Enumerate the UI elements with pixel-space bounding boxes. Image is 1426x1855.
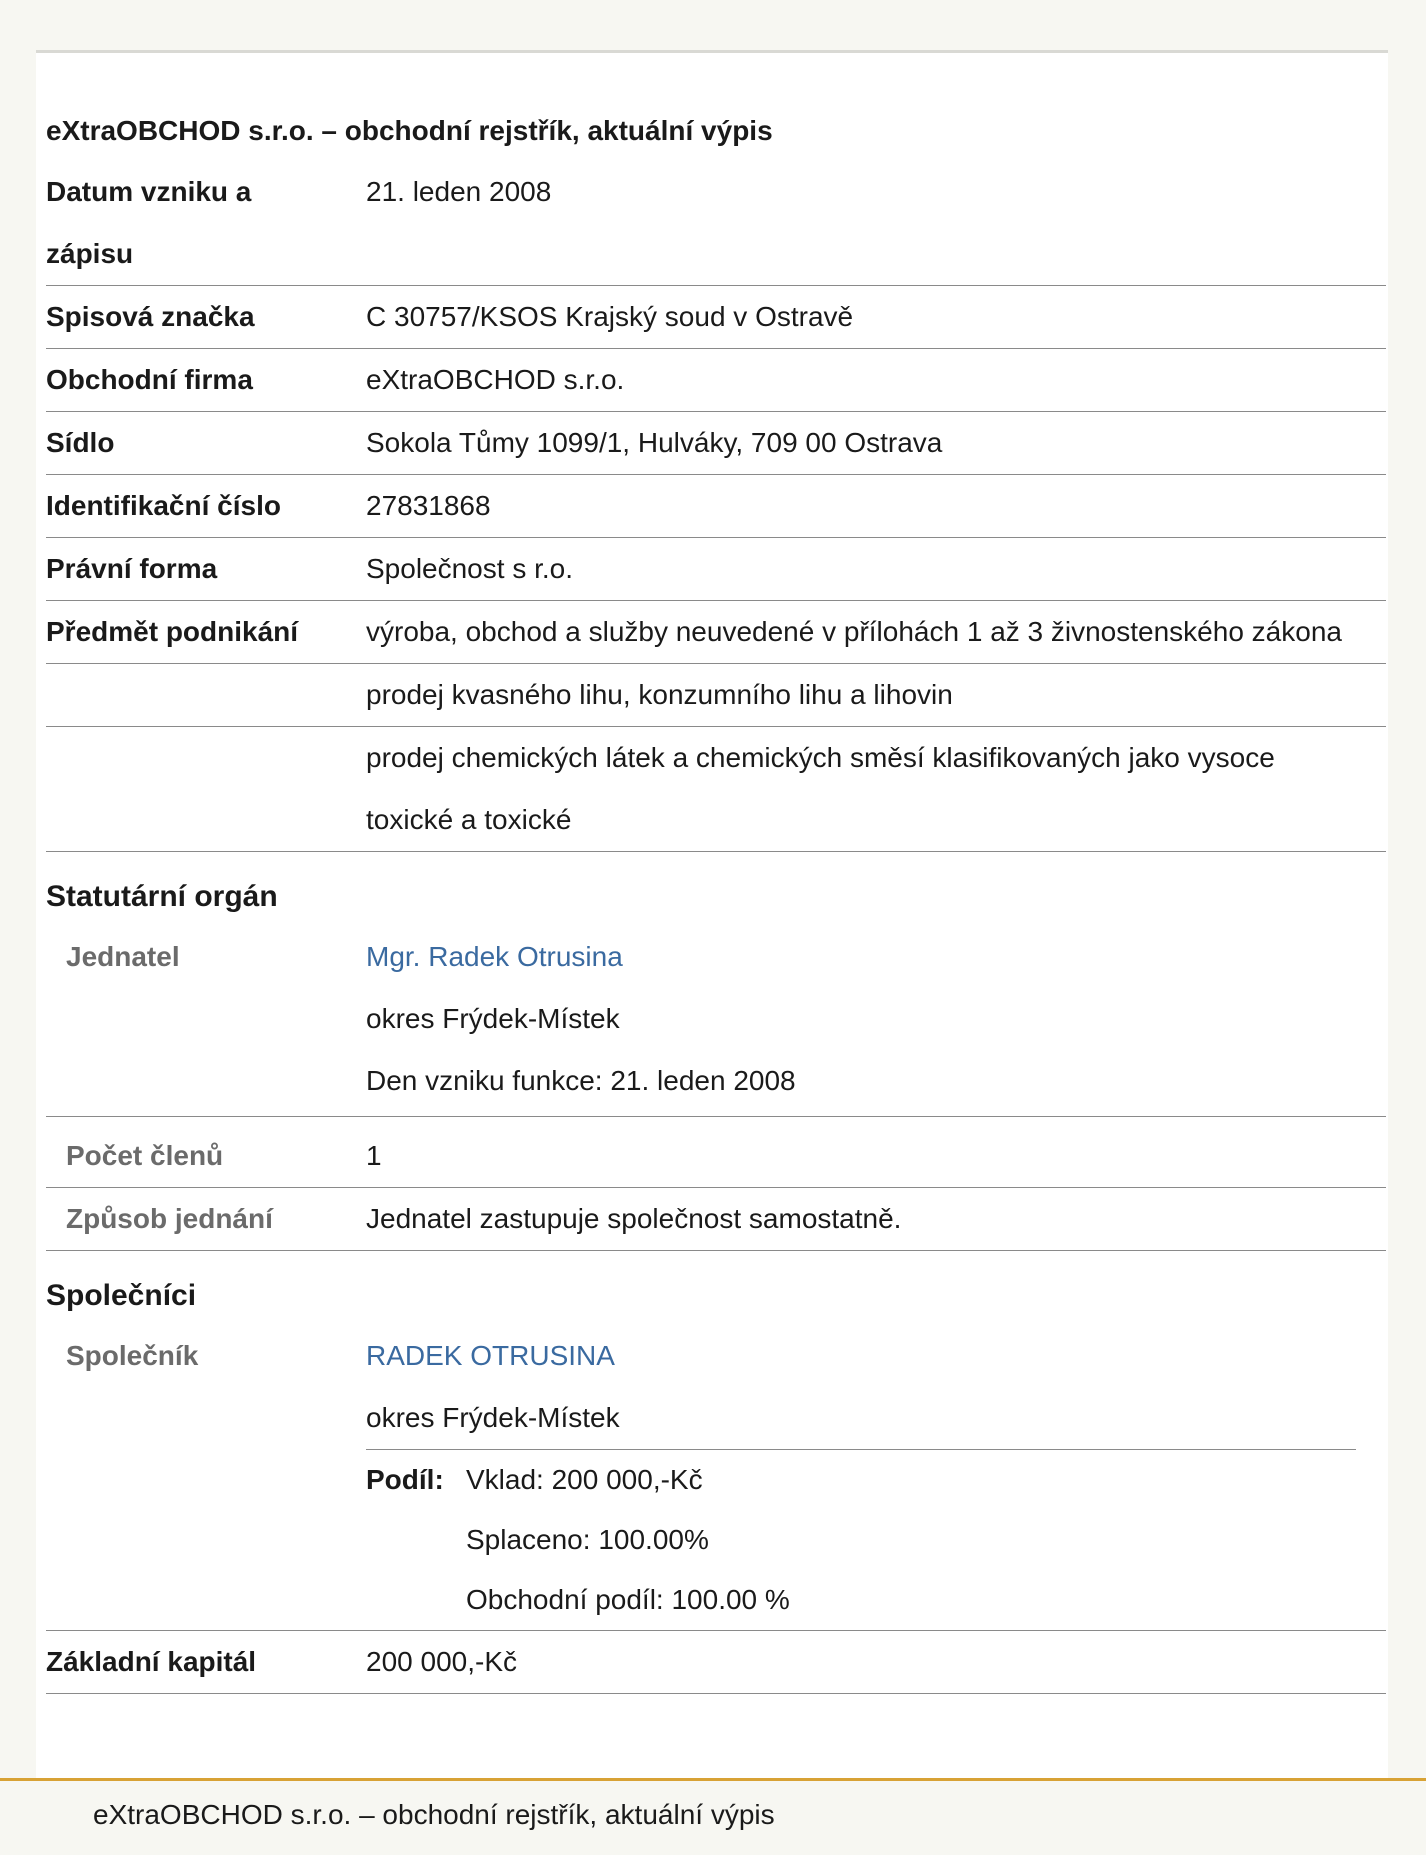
value-ico: 27831868 bbox=[366, 490, 491, 521]
row-predmet-2 bbox=[46, 664, 1386, 727]
podil-label: Podíl: bbox=[366, 1464, 444, 1495]
row-predmet-3 bbox=[46, 727, 1386, 852]
value-datum-vzniku: 21. leden 2008 bbox=[366, 176, 552, 207]
podil-values bbox=[466, 1450, 1356, 1630]
value-obchodni-firma: eXtraOBCHOD s.r.o. bbox=[366, 364, 625, 395]
jednatel-den-vzniku: Den vzniku funkce: 21. leden 2008 bbox=[366, 1065, 796, 1096]
row-spisova-znacka bbox=[46, 286, 1386, 349]
jednatel-okres: okres Frýdek-Místek bbox=[366, 1003, 620, 1034]
label-spolecnik: Společník bbox=[66, 1340, 199, 1371]
row-zakladni-kapital bbox=[46, 1631, 1386, 1694]
row-pravni-forma bbox=[46, 538, 1386, 601]
value-spisova-znacka: C 30757/KSOS Krajský soud v Ostravě bbox=[366, 301, 854, 332]
section-statutarni-organ: Statutární orgán bbox=[46, 880, 278, 913]
jednatel-name-link[interactable]: Mgr. Radek Otrusina bbox=[366, 941, 623, 972]
value-jednatel bbox=[366, 926, 1386, 1116]
value-pocet-clenu: 1 bbox=[366, 1140, 382, 1171]
spolecnik-okres: okres Frýdek-Místek bbox=[366, 1402, 620, 1433]
value-predmet-1: výroba, obchod a služby neuvedené v přílohách 1 až 3 živnostenského zákona bbox=[366, 616, 1342, 647]
label-sidlo: Sídlo bbox=[46, 427, 115, 458]
value-zpusob-jednani: Jednatel zastupuje společnost samostatně. bbox=[366, 1203, 902, 1234]
label-zpusob-jednani: Způsob jednání bbox=[66, 1203, 273, 1234]
row-obchodni-firma bbox=[46, 349, 1386, 412]
label-ico: Identifikační číslo bbox=[46, 490, 281, 521]
label-spisova-znacka: Spisová značka bbox=[46, 301, 255, 332]
podil-splaceno: Splaceno: 100.00% bbox=[466, 1524, 709, 1555]
spacer bbox=[46, 1117, 1386, 1125]
label-text: Datum vzniku a zápisu bbox=[46, 176, 252, 269]
label-pocet-clenu: Počet členů bbox=[66, 1140, 224, 1171]
row-sidlo bbox=[46, 412, 1386, 475]
spolecnik-podil bbox=[366, 1449, 1356, 1630]
row-spolecnik bbox=[46, 1325, 1386, 1631]
registry-card bbox=[36, 50, 1388, 1778]
value-predmet-3: prodej chemických látek a chemických směsí klasifikovaných jako vysoce toxické a toxické bbox=[366, 742, 1275, 835]
podil-vklad: Vklad: 200 000,-Kč bbox=[466, 1464, 703, 1495]
row-datum-vzniku bbox=[46, 161, 1386, 286]
section-spolecnici: Společníci bbox=[46, 1279, 197, 1312]
footer-text: eXtraOBCHOD s.r.o. – obchodní rejstřík, aktuální výpis bbox=[93, 1799, 775, 1830]
registry-content bbox=[46, 101, 1386, 1694]
label-datum-vzniku bbox=[46, 161, 366, 285]
row-ico bbox=[46, 475, 1386, 538]
label-pravni-forma: Právní forma bbox=[46, 553, 218, 584]
page-footer bbox=[0, 1778, 1426, 1855]
row-zpusob-jednani bbox=[46, 1188, 1386, 1251]
value-sidlo: Sokola Tůmy 1099/1, Hulváky, 709 00 Ostrava bbox=[366, 427, 943, 458]
label-empty bbox=[46, 727, 366, 851]
value-spolecnik bbox=[366, 1325, 1386, 1630]
label-obchodni-firma: Obchodní firma bbox=[46, 364, 253, 395]
label-empty bbox=[46, 664, 366, 726]
label-zakladni-kapital: Základní kapitál bbox=[46, 1646, 257, 1677]
row-jednatel bbox=[46, 926, 1386, 1117]
row-predmet-1 bbox=[46, 601, 1386, 664]
page-title: eXtraOBCHOD s.r.o. – obchodní rejstřík, aktuální výpis bbox=[46, 115, 773, 146]
value-pravni-forma: Společnost s r.o. bbox=[366, 553, 574, 584]
value-zakladni-kapital: 200 000,-Kč bbox=[366, 1646, 517, 1677]
podil-obchodni: Obchodní podíl: 100.00 % bbox=[466, 1584, 790, 1615]
spolecnik-name-link[interactable]: RADEK OTRUSINA bbox=[366, 1340, 615, 1371]
label-predmet: Předmět podnikání bbox=[46, 616, 299, 647]
value-predmet-2: prodej kvasného lihu, konzumního lihu a lihovin bbox=[366, 679, 953, 710]
label-jednatel: Jednatel bbox=[66, 941, 180, 972]
row-pocet-clenu bbox=[46, 1125, 1386, 1188]
